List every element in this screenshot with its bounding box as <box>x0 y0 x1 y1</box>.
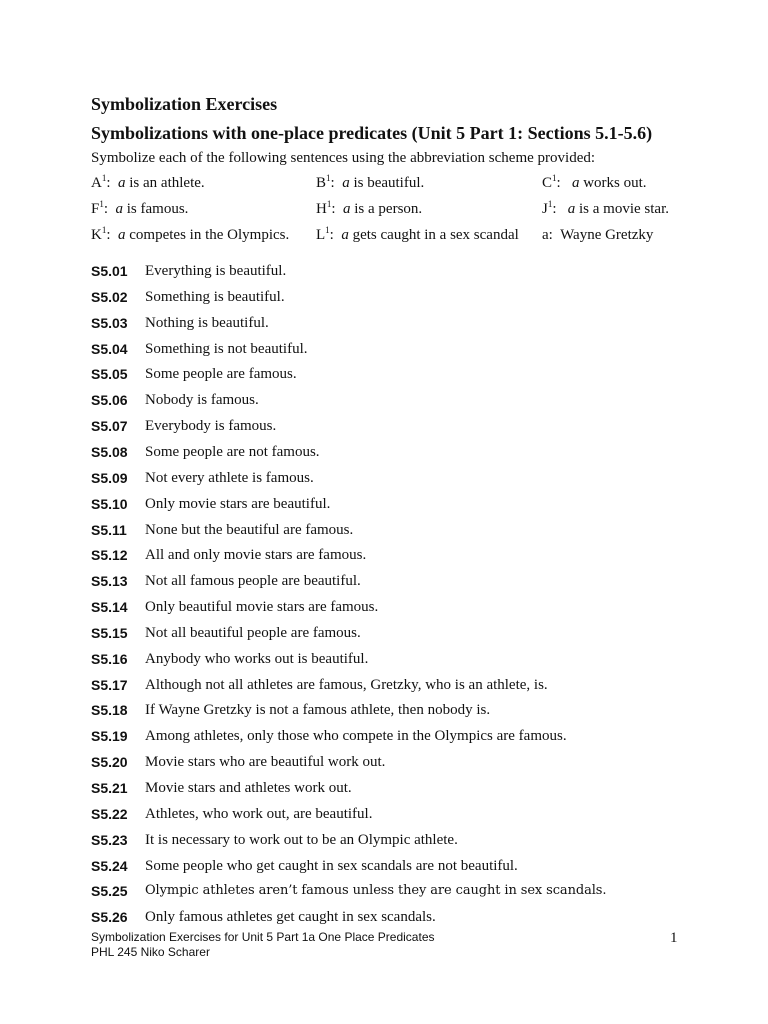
exercise-sentence: Not every athlete is famous. <box>145 469 314 486</box>
exercise-number: S5.26 <box>91 909 128 926</box>
predicate-letter: A <box>91 175 102 191</box>
predicate-description: competes in the Olympics. <box>125 227 290 243</box>
predicate-description: Wayne Gretzky <box>560 227 654 243</box>
exercise-number: S5.05 <box>91 366 128 383</box>
exercise-sentence: Only famous athletes get caught in sex scandals. <box>145 909 436 926</box>
exercise-number: S5.03 <box>91 314 128 331</box>
legend-entry <box>542 226 653 244</box>
exercise-sentence: Movie stars who are beautiful work out. <box>145 754 386 771</box>
variable: a <box>118 227 126 243</box>
legend-separator: : <box>106 227 119 243</box>
exercise-number: S5.08 <box>91 443 128 460</box>
legend-entry <box>91 174 205 192</box>
predicate-description: gets caught in a sex scandal <box>348 227 519 243</box>
legend-entry <box>316 200 422 218</box>
exercise-number: S5.14 <box>91 599 128 616</box>
predicate-arity: 1 <box>101 173 107 183</box>
predicate-arity: 1 <box>101 225 107 235</box>
legend-separator: : <box>556 175 572 191</box>
predicate-letter: J <box>542 201 548 217</box>
exercise-number: S5.15 <box>91 624 128 641</box>
exercise-number: S5.19 <box>91 728 128 745</box>
predicate-description: is an athlete. <box>125 175 205 191</box>
exercise-number: S5.23 <box>91 831 128 848</box>
predicate-arity: 1 <box>326 199 332 209</box>
predicate-description: is a movie star. <box>575 201 670 217</box>
exercise-sentence: Some people are famous. <box>145 366 297 383</box>
exercise-number: S5.12 <box>91 547 128 564</box>
exercise-sentence: If Wayne Gretzky is not a famous athlete, then nobody is. <box>145 702 491 719</box>
exercise-sentence: Athletes, who work out, are beautiful. <box>145 805 373 822</box>
exercise-sentence: Nobody is famous. <box>145 392 259 409</box>
exercise-number: S5.21 <box>91 780 128 796</box>
exercise-number: S5.11 <box>91 521 127 538</box>
exercise-number: S5.16 <box>91 650 128 667</box>
exercise-sentence: Among athletes, only those who compete in the Olympics are famous. <box>145 728 567 745</box>
exercise-sentence: Only movie stars are beautiful. <box>145 495 331 512</box>
legend-separator: : <box>330 175 343 191</box>
exercise-sentence: Some people are not famous. <box>145 443 320 460</box>
exercise-number: S5.17 <box>91 676 128 693</box>
variable: a <box>341 227 349 243</box>
variable: a <box>118 175 126 191</box>
exercise-sentence: All and only movie stars are famous. <box>145 547 367 564</box>
predicate-letter: K <box>91 227 102 243</box>
predicate-description: is beautiful. <box>349 175 425 191</box>
predicate-letter: B <box>316 175 327 191</box>
exercise-number: S5.01 <box>91 263 128 279</box>
exercise-sentence: It is necessary to work out to be an Olympic athlete. <box>145 831 458 848</box>
predicate-arity: 1 <box>547 199 553 209</box>
exercise-sentence: Something is beautiful. <box>145 288 285 305</box>
page-number: 1 <box>670 930 678 946</box>
variable: a <box>567 201 576 217</box>
exercise-sentence: Everything is beautiful. <box>145 263 287 279</box>
exercise-number: S5.10 <box>91 495 128 512</box>
footer-course-title: Symbolization Exercises for Unit 5 Part 1a One Place Predicates <box>91 930 435 944</box>
exercise-number: S5.09 <box>91 469 128 486</box>
exercise-number: S5.20 <box>91 754 128 771</box>
legend-separator: : <box>106 175 119 191</box>
exercise-number: S5.24 <box>91 857 128 874</box>
predicate-letter: a <box>542 227 549 243</box>
legend-entry <box>91 226 289 244</box>
predicate-arity: 1 <box>99 199 104 209</box>
exercise-number: S5.22 <box>91 805 128 822</box>
exercise-number: S5.02 <box>91 288 128 305</box>
exercise-sentence: Some people who get caught in sex scandals are not beautiful. <box>145 857 518 874</box>
variable: a <box>115 201 124 217</box>
exercise-sentence: Something is not beautiful. <box>145 340 308 357</box>
exercise-sentence: Everybody is famous. <box>145 418 277 435</box>
exercise-sentence: Not all famous people are beautiful. <box>145 573 361 590</box>
exercise-number: S5.13 <box>91 573 128 590</box>
exercise-number: S5.06 <box>91 392 128 409</box>
exercise-sentence: Movie stars and athletes work out. <box>145 780 352 796</box>
exercise-sentence: Olympic athletes aren’t famous unless they are caught in sex scandals. <box>145 883 607 899</box>
exercise-number: S5.04 <box>91 340 128 357</box>
exercise-sentence: Anybody who works out is beautiful. <box>145 650 369 667</box>
exercise-number: S5.25 <box>91 883 128 900</box>
exercise-sentence: Not all beautiful people are famous. <box>145 624 361 641</box>
exercise-number: S5.07 <box>91 418 128 435</box>
legend-separator: : <box>329 227 342 243</box>
exercise-sentence: Although not all athletes are famous, Gretzky, who is an athlete, is. <box>145 676 548 693</box>
predicate-letter: F <box>91 201 100 217</box>
predicate-arity: 1 <box>326 173 331 183</box>
variable: a <box>342 175 350 191</box>
predicate-letter: L <box>316 227 326 243</box>
legend-separator: : <box>548 227 561 243</box>
variable: a <box>343 201 351 217</box>
footer-course-author: PHL 245 Niko Scharer <box>91 945 210 959</box>
exercise-sentence: Nothing is beautiful. <box>145 314 269 331</box>
predicate-letter: H <box>316 201 327 217</box>
instructions: Symbolize each of the following sentences using the abbreviation scheme provided: <box>91 150 596 166</box>
legend-entry <box>542 174 647 192</box>
page-subtitle: Symbolizations with one-place predicates (Unit 5 Part 1: Sections 5.1-5.6) <box>91 123 653 143</box>
predicate-description: is a person. <box>350 201 423 217</box>
legend-separator: : <box>331 201 344 217</box>
predicate-description: works out. <box>579 175 647 191</box>
page-title: Symbolization Exercises <box>91 94 278 114</box>
variable: a <box>571 175 580 191</box>
legend-separator: : <box>552 201 568 217</box>
legend-separator: : <box>103 201 116 217</box>
legend-entry <box>316 174 424 192</box>
predicate-description: is famous. <box>123 201 189 217</box>
legend-entry <box>91 200 188 218</box>
exercise-sentence: None but the beautiful are famous. <box>145 521 354 538</box>
exercise-sentence: Only beautiful movie stars are famous. <box>145 599 379 616</box>
legend-entry <box>316 226 519 244</box>
exercise-number: S5.18 <box>91 702 128 719</box>
predicate-letter: C <box>542 175 553 191</box>
predicate-arity: 1 <box>325 225 330 235</box>
predicate-arity: 1 <box>552 173 557 183</box>
legend-entry <box>542 200 669 218</box>
